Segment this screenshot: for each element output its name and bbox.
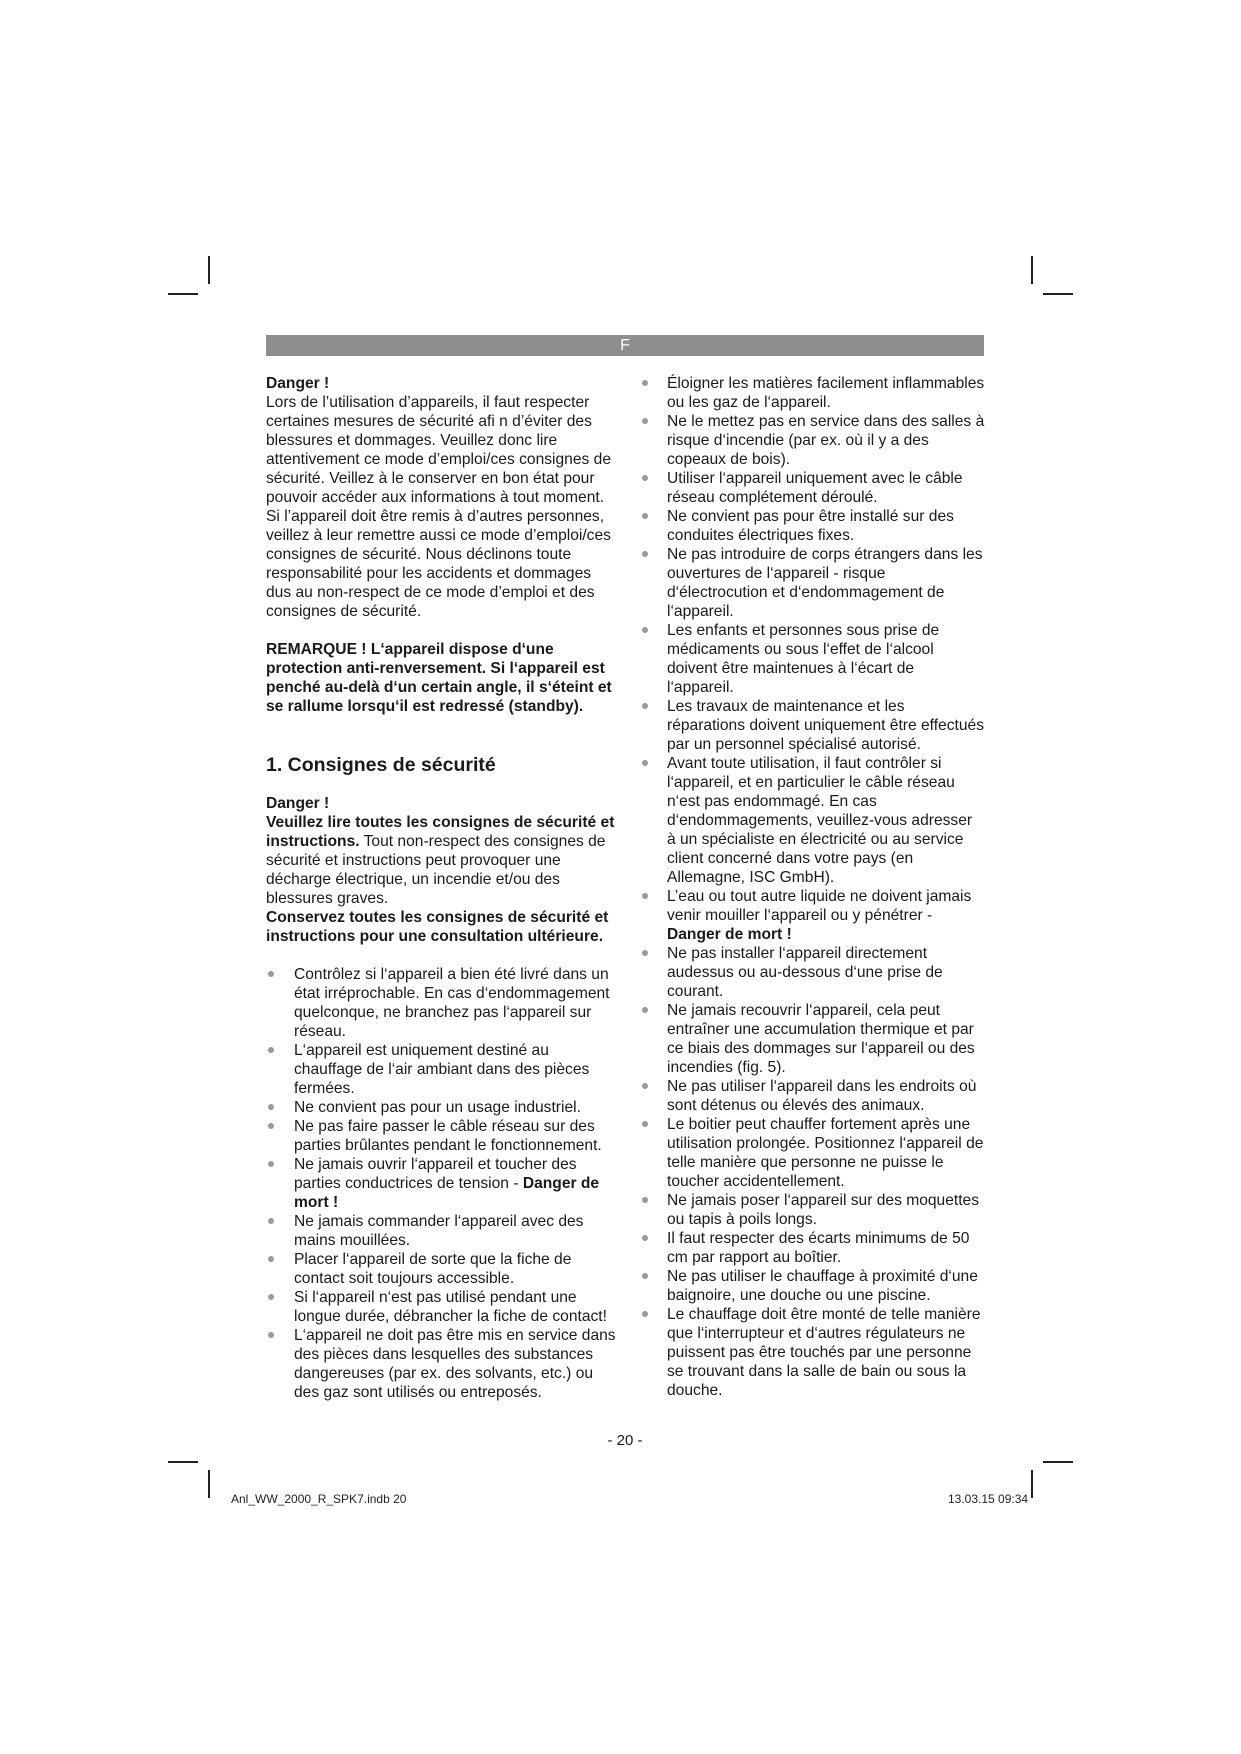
bullet-text: Ne pas faire passer le câble réseau sur des parties brûlantes pendant le fonctionnement.: [294, 1118, 602, 1154]
bullet-item: [640, 1191, 985, 1229]
remark-paragraph: REMARQUE ! L‘appareil dispose d‘une protection anti-renversement. Si l‘appareil est penché au-delà d‘un certain angle, il s‘éteint et se rallume lorsqu‘il est redressé (standby).: [266, 641, 612, 715]
bullet-text: Utiliser l‘appareil uniquement avec le câble réseau complétement déroulé.: [667, 470, 963, 506]
warning-bold: Veuillez lire toutes les consignes de sécurité et instructions.: [266, 814, 615, 850]
bullet-item: [640, 1267, 985, 1305]
bullet-text: Ne jamais poser l‘appareil sur des moquettes ou tapis à poils longs.: [667, 1192, 980, 1228]
bullet-item: [266, 1041, 618, 1098]
warning-paragraph: [266, 813, 618, 908]
bullet-item: [266, 1250, 618, 1288]
warning-text: Tout non-respect des consignes de sécurité et instructions peut provoquer une décharge électrique, un incendie et/ou des blessures graves.: [266, 833, 606, 907]
left-column: [266, 374, 618, 1402]
bullet-text: Le chauffage doit être monté de telle manière que l‘interrupteur et d‘autres régulateurs ne puissent pas être touchés par une personne se trouvant dans la salle de bain ou sous la douche.: [667, 1306, 981, 1399]
bullet-text: Ne jamais commander l‘appareil avec des mains mouillées.: [294, 1213, 584, 1249]
bullet-item: [640, 1305, 985, 1400]
bullet-text: Ne pas utiliser l‘appareil dans les endroits où sont détenus ou élevés des animaux.: [667, 1078, 977, 1114]
bullet-item: [640, 887, 985, 944]
crop-mark-bottom-right-horizontal: [1043, 1461, 1073, 1463]
right-bullet-list: [640, 374, 985, 1400]
crop-mark-bottom-left-horizontal: [168, 1461, 198, 1463]
bullet-item: [640, 944, 985, 1001]
bullet-item: [640, 621, 985, 697]
bullet-item: [640, 1229, 985, 1267]
bullet-item: [640, 507, 985, 545]
section-danger-title: Danger !: [266, 795, 330, 812]
crop-mark-top-right-horizontal: [1043, 293, 1073, 295]
footer-file-info: Anl_WW_2000_R_SPK7.indb 20: [231, 1492, 407, 1506]
bullet-text: Ne le mettez pas en service dans des salles à risque d‘incendie (par ex. où il y a des copeaux de bois).: [667, 413, 985, 468]
bullet-text: Placer l‘appareil de sorte que la fiche de contact soit toujours accessible.: [294, 1251, 572, 1287]
bullet-bold-warning: Danger de mort !: [294, 1175, 600, 1211]
bullet-item: [640, 374, 985, 412]
bullet-text: Ne pas utiliser le chauffage à proximité d‘une baignoire, une douche ou une piscine.: [667, 1268, 978, 1304]
bullet-item: [266, 1212, 618, 1250]
page-number: - 20 -: [607, 1432, 643, 1449]
crop-mark-bottom-right-vertical: [1031, 1470, 1033, 1498]
bullet-item: [266, 1288, 618, 1326]
bullet-text: Ne convient pas pour être installé sur des conduites électriques fixes.: [667, 508, 954, 544]
bullet-text: Éloigner les matières facilement inflammables ou les gaz de l‘appareil.: [667, 375, 985, 411]
bullet-item: [640, 545, 985, 621]
bullet-text: Il faut respecter des écarts minimums de 50 cm par rapport au boîtier.: [667, 1230, 970, 1266]
bullet-item: [640, 1077, 985, 1115]
crop-mark-top-left-vertical: [208, 256, 210, 284]
footer-timestamp: 13.03.15 09:34: [948, 1492, 1029, 1506]
bullet-text: Les enfants et personnes sous prise de médicaments ou sous l‘effet de l‘alcool doivent être maintenues à l‘écart de l‘appareil.: [667, 622, 940, 696]
bullet-text: Contrôlez si l‘appareil a bien été livré dans un état irréprochable. En cas d‘endommagement quelconque, ne branchez pas l‘appareil sur réseau.: [294, 966, 610, 1040]
bullet-item: [266, 1098, 618, 1117]
bullet-text: Ne jamais ouvrir l‘appareil et toucher des parties conductrices de tension -: [294, 1156, 577, 1192]
bullet-text: Ne pas installer l‘appareil directement audessus ou au-dessous d‘une prise de courant.: [667, 945, 943, 1000]
intro-danger-title: Danger !: [266, 375, 330, 392]
bullet-text: Les travaux de maintenance et les réparations doivent uniquement être effectués par un personnel spécialisé autorisé.: [667, 698, 984, 753]
bullet-text: Avant toute utilisation, il faut contrôler si l‘appareil, et en particulier le câble réseau n‘est pas endommagé. En cas d‘endommagements, veuillez-vous adresser à un spécialiste en électricité ou au service client concerné dans votre pays (en Allemagne, ISC GmbH).: [667, 755, 973, 886]
language-code: F: [620, 337, 630, 354]
bullet-text: Si l‘appareil n‘est pas utilisé pendant une longue durée, débrancher la fiche de contact!: [294, 1289, 607, 1325]
left-bullet-list: [266, 965, 618, 1402]
bullet-text: Le boitier peut chauffer fortement après une utilisation prolongée. Positionnez l‘appareil de telle manière que personne ne puisse le toucher accidentellement.: [667, 1116, 984, 1190]
bullet-text: Ne jamais recouvrir l‘appareil, cela peut entraîner une accumulation thermique et par ce biais des dommages sur l‘appareil ou des incendies (fig. 5).: [667, 1002, 975, 1076]
bullet-text: L‘appareil est uniquement destiné au chauffage de l‘air ambiant dans des pièces fermées.: [294, 1042, 590, 1097]
bullet-item: [640, 1001, 985, 1077]
bullet-item: [640, 469, 985, 507]
bullet-item: [640, 754, 985, 887]
keep-instructions: Conservez toutes les consignes de sécurité et instructions pour une consultation ultérieure.: [266, 909, 609, 945]
language-header-bar: [266, 335, 984, 356]
bullet-item: [266, 965, 618, 1041]
bullet-item: [640, 412, 985, 469]
bullet-item: [266, 1155, 618, 1212]
right-column: [640, 374, 985, 1400]
bullet-item: [640, 697, 985, 754]
bullet-text: Ne convient pas pour un usage industriel.: [294, 1099, 581, 1116]
bullet-text: L’eau ou tout autre liquide ne doivent jamais venir mouiller l‘appareil ou y pénétrer -: [667, 888, 972, 924]
bullet-text: L‘appareil ne doit pas être mis en service dans des pièces dans lesquelles des substances dangereuses (par ex. des solvants, etc.) ou des gaz sont utilisés ou entreposés.: [294, 1327, 616, 1401]
crop-mark-top-right-vertical: [1031, 256, 1033, 284]
crop-mark-top-left-horizontal: [168, 293, 198, 295]
bullet-item: [640, 1115, 985, 1191]
section-title: 1. Consignes de sécurité: [266, 754, 496, 776]
bullet-text: Ne pas introduire de corps étrangers dans les ouvertures de l‘appareil - risque d‘électrocution et d‘endommagement de l‘appareil.: [667, 546, 983, 620]
crop-mark-bottom-left-vertical: [208, 1470, 210, 1498]
bullet-item: [266, 1117, 618, 1155]
intro-paragraph: Lors de l’utilisation d’appareils, il faut respecter certaines mesures de sécurité afi n d’éviter des blessures et dommages. Veuillez donc lire attentivement ce mode d’emploi/ces consignes de sécurité. Veillez à le conserver en bon état pour pouvoir accéder aux informations à tout moment. Si l’appareil doit être remis à d’autres personnes, veillez à leur remettre aussi ce mode d’emploi/ces consignes de sécurité. Nous déclinons toute responsabilité pour les accidents et dommages dus au non-respect de ce mode d’emploi et des consignes de sécurité.: [266, 394, 611, 620]
bullet-item: [266, 1326, 618, 1402]
bullet-bold-warning: Danger de mort !: [667, 926, 792, 943]
